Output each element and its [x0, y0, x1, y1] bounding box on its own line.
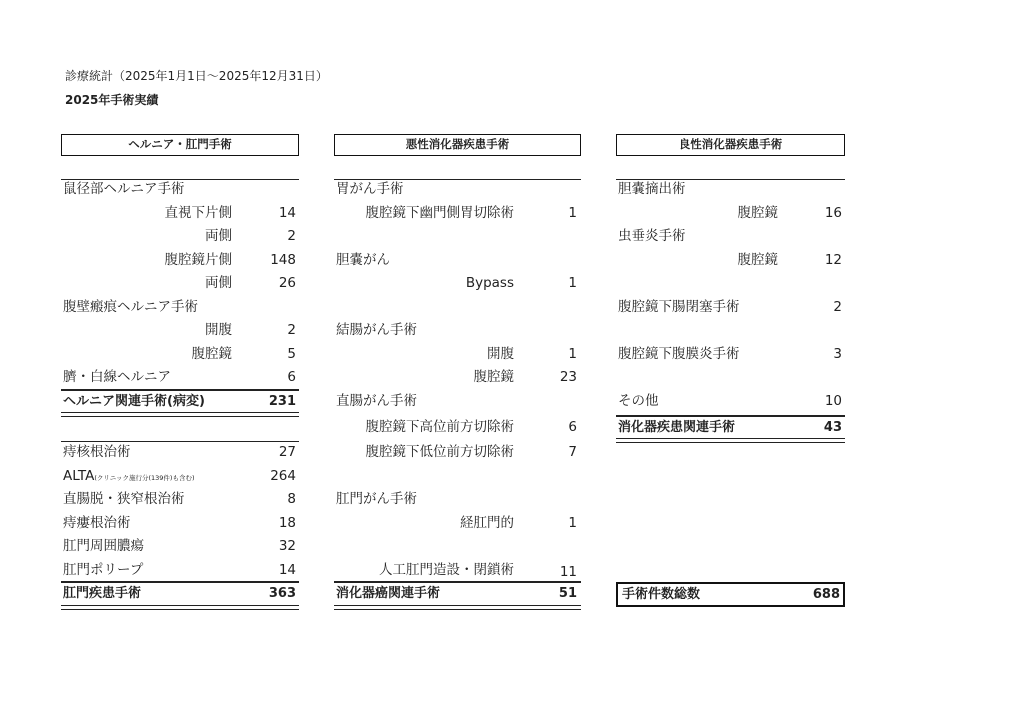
row-label: その他: [618, 392, 659, 409]
anal-section-top-rule: [61, 441, 299, 442]
row-label: 両側: [205, 228, 232, 244]
cholecystectomy-lap-row: [616, 202, 845, 226]
row-value: 6: [568, 419, 577, 435]
inguinal-lap-unilateral-row: [61, 249, 299, 273]
row-label: 開腹: [487, 345, 514, 362]
grand-total-box: [616, 582, 845, 607]
anal-total-top-rule: [61, 581, 299, 583]
malignant-total-bottom-rule: [334, 605, 581, 610]
inguinal-hernia-title-row: [61, 178, 299, 202]
benign-total-top-rule: [616, 415, 845, 417]
row-value: 14: [278, 561, 296, 578]
appendicitis-lap-row: [616, 249, 845, 273]
row-label: 直腸脱・狭窄根治術: [63, 491, 185, 507]
row-label: 人工肛門造設・閉鎖術: [379, 561, 514, 578]
inguinal-lap-bilateral-row: [61, 272, 299, 296]
row-value: 8: [287, 491, 296, 507]
row-label: [63, 465, 195, 491]
rectal-title-row: [334, 390, 581, 414]
inguinal-hernia-title: 鼠径部ヘルニア手術: [63, 181, 185, 197]
row-value: 1: [568, 514, 577, 531]
row-value: 5: [287, 345, 296, 362]
ileus-row: [616, 296, 845, 320]
row-label: 肛門ポリープ: [63, 561, 144, 578]
row-label: 肛門周囲膿瘍: [63, 538, 144, 554]
total-value: 51: [558, 586, 577, 601]
other-row: [616, 390, 845, 414]
row-value: 27: [278, 444, 296, 460]
rectal-har-row: [334, 416, 581, 440]
hemorrhoid-row: [61, 441, 299, 465]
row-label: 腹腔鏡: [191, 345, 232, 362]
gastric-title-row: [334, 178, 581, 202]
gastric-cancer-title: 胃がん手術: [336, 181, 404, 197]
appendicitis-title: 虫垂炎手術: [618, 228, 686, 244]
total-label: ヘルニア関連手術(病変): [63, 393, 205, 409]
row-label: 腹腔鏡: [737, 204, 778, 221]
bypass-row: [334, 272, 581, 296]
row-value: 16: [824, 204, 842, 221]
row-label: 経肛門的: [460, 514, 514, 531]
colon-title-row: [334, 319, 581, 343]
gallbladder-cancer-title: 胆嚢がん: [336, 251, 390, 268]
peritonitis-row: [616, 343, 845, 367]
incisional-open-row: [61, 319, 299, 343]
total-label: 消化器癌関連手術: [336, 586, 441, 601]
inguinal-open-unilateral-row: [61, 202, 299, 226]
row-label: 腹腔鏡下高位前方切除術: [365, 419, 514, 435]
cholecystectomy-title: 胆嚢摘出術: [618, 181, 686, 197]
row-value: 12: [824, 251, 842, 268]
rectal-cancer-title: 直腸がん手術: [336, 392, 417, 409]
gallbladder-cancer-title-row: [334, 249, 581, 273]
benign-total-bottom-rule: [616, 438, 845, 443]
fistula-row: [61, 512, 299, 536]
incisional-hernia-title-row: [61, 296, 299, 320]
row-value: 2: [287, 322, 296, 338]
row-label: 開腹: [205, 322, 232, 338]
total-value: 363: [268, 586, 296, 601]
benign-section-header: 良性消化器疾患手術: [616, 134, 845, 156]
total-value: 43: [823, 420, 842, 435]
row-label: 腹腔鏡下腸閉塞手術: [618, 298, 740, 315]
hernia-section-header: ヘルニア・肛門手術: [61, 134, 299, 156]
stoma-row: [334, 559, 581, 583]
hernia-total-bottom-rule: [61, 412, 299, 417]
row-value: 1: [568, 275, 577, 291]
row-label: 痔核根治術: [63, 444, 131, 460]
colon-open-row: [334, 343, 581, 367]
document-subtitle: 2025年手術実績: [65, 93, 159, 107]
anal-cancer-title-row: [334, 488, 581, 512]
total-label: 肛門疾患手術: [63, 586, 142, 601]
benign-total-row: [616, 416, 845, 440]
grand-total-label: 手術件数総数: [622, 587, 701, 602]
colon-lap-row: [334, 366, 581, 390]
alta-note: (クリニック施行分(139件)も含む): [94, 473, 195, 482]
row-label: 痔瘻根治術: [63, 514, 131, 531]
umbilical-hernia-row: [61, 366, 299, 390]
row-label: 臍・白線ヘルニア: [63, 369, 171, 385]
row-value: 26: [278, 275, 296, 291]
row-value: 23: [559, 369, 577, 385]
row-label: Bypass: [465, 275, 514, 291]
total-label: 消化器疾患関連手術: [618, 420, 736, 435]
row-label: 腹腔鏡: [737, 251, 778, 268]
alta-label: ALTA: [63, 467, 95, 484]
row-value: 14: [278, 204, 296, 221]
row-value: 6: [287, 369, 296, 385]
row-label: 腹腔鏡下低位前方切除術: [365, 444, 514, 460]
document-title: 診療統計（2025年1月1日～2025年12月31日）: [65, 69, 328, 83]
anal-polyp-row: [61, 559, 299, 583]
row-value: 264: [270, 467, 296, 484]
row-value: 32: [278, 538, 296, 554]
row-value: 2: [833, 298, 842, 315]
anal-cancer-title: 肛門がん手術: [336, 491, 417, 507]
row-label: 腹腔鏡下幽門側胃切除術: [365, 204, 514, 221]
row-label: 腹腔鏡下腹膜炎手術: [618, 345, 740, 362]
malignant-section-header: 悪性消化器疾患手術: [334, 134, 581, 156]
row-value: 10: [824, 392, 842, 409]
anal-total-row: [61, 582, 299, 606]
row-value: 7: [568, 444, 577, 460]
row-value: 3: [833, 345, 842, 362]
incisional-hernia-title: 腹壁瘢痕ヘルニア手術: [63, 298, 198, 315]
inguinal-open-bilateral-row: [61, 225, 299, 249]
row-value: 2: [287, 228, 296, 244]
total-value: 231: [268, 393, 296, 409]
gastric-lap-row: [334, 202, 581, 226]
hernia-total-top-rule: [61, 389, 299, 391]
grand-total-value: 688: [812, 587, 840, 602]
transanal-row: [334, 512, 581, 536]
malignant-total-row: [334, 582, 581, 606]
hernia-total-row: [61, 390, 299, 414]
appendicitis-title-row: [616, 225, 845, 249]
alta-row: [61, 465, 299, 489]
cholecystectomy-title-row: [616, 178, 845, 202]
row-label: 腹腔鏡片側: [164, 251, 232, 268]
incisional-lap-row: [61, 343, 299, 367]
abscess-row: [61, 535, 299, 559]
malignant-total-top-rule: [334, 581, 581, 583]
prolapse-row: [61, 488, 299, 512]
row-label: 両側: [205, 275, 232, 291]
row-label: 直視下片側: [164, 204, 232, 221]
row-value: 18: [278, 514, 296, 531]
row-label: 腹腔鏡: [473, 369, 514, 385]
colon-cancer-title: 結腸がん手術: [336, 322, 417, 338]
row-value: 11: [559, 563, 577, 580]
row-value: 148: [270, 251, 296, 268]
row-value: 1: [568, 345, 577, 362]
rectal-lar-row: [334, 441, 581, 465]
row-value: 1: [568, 204, 577, 221]
anal-total-bottom-rule: [61, 605, 299, 610]
